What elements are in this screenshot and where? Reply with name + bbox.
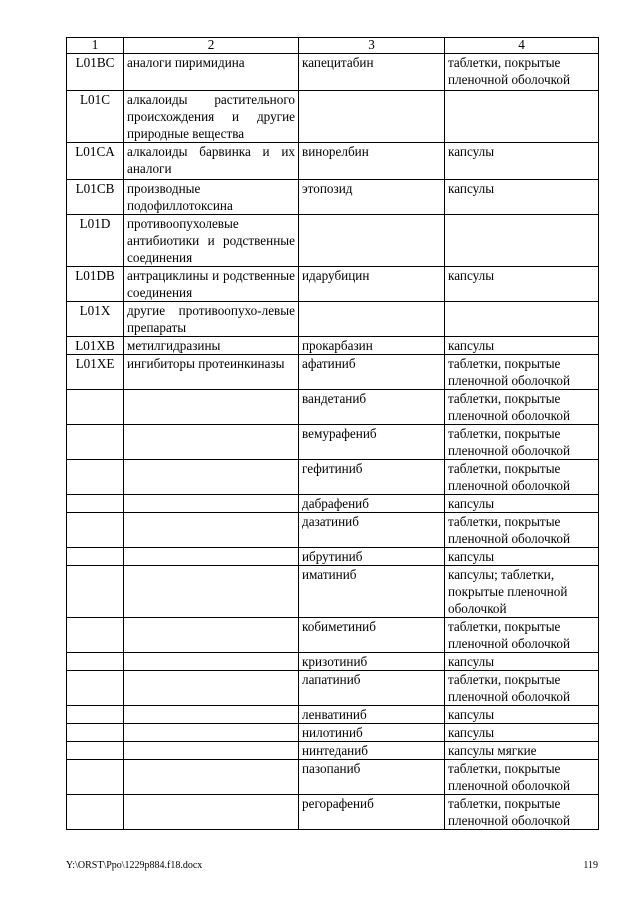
row-code: L01C: [67, 91, 124, 143]
row-code: L01CA: [67, 143, 124, 180]
row-form: капсулы: [445, 495, 599, 513]
row-form: капсулы: [445, 653, 599, 671]
row-drug: кризотиниб: [299, 653, 445, 671]
row-form: капсулы: [445, 548, 599, 566]
row-form: [445, 215, 599, 267]
row-form: [445, 91, 599, 143]
row-group: [124, 724, 299, 742]
row-drug: идарубицин: [299, 267, 445, 302]
row-drug: вандетаниб: [299, 390, 445, 425]
row-code: [67, 495, 124, 513]
row-drug: афатиниб: [299, 355, 445, 390]
row-drug: дазатиниб: [299, 513, 445, 548]
row-group: аналоги пиримидина: [124, 54, 299, 91]
footer-page-number: 119: [583, 860, 598, 871]
row-form: капсулы: [445, 706, 599, 724]
table-row: [67, 706, 599, 724]
row-group: [124, 425, 299, 460]
row-drug: пазопаниб: [299, 760, 445, 795]
header-col-1: 1: [67, 38, 124, 54]
row-form: таблетки, покрытые пленочной оболочкой: [445, 355, 599, 390]
row-drug: [299, 302, 445, 337]
row-code: [67, 460, 124, 495]
row-code: [67, 653, 124, 671]
row-form: [445, 302, 599, 337]
row-drug: [299, 215, 445, 267]
row-group: ингибиторы протеинкиназы: [124, 355, 299, 390]
row-form: капсулы: [445, 143, 599, 180]
row-group: производные подофиллотоксина: [124, 180, 299, 215]
table-row: [67, 54, 599, 91]
table-row: [67, 724, 599, 742]
row-group: [124, 760, 299, 795]
table-row: [67, 495, 599, 513]
table-row: [67, 513, 599, 548]
row-code: [67, 706, 124, 724]
row-drug: вемурафениб: [299, 425, 445, 460]
row-code: [67, 724, 124, 742]
row-code: L01CB: [67, 180, 124, 215]
row-code: [67, 548, 124, 566]
table-row: [67, 671, 599, 706]
row-group: [124, 513, 299, 548]
row-form: таблетки, покрытые пленочной оболочкой: [445, 760, 599, 795]
table-row: [67, 653, 599, 671]
row-code: L01X: [67, 302, 124, 337]
row-form: таблетки, покрытые пленочной оболочкой: [445, 54, 599, 91]
row-code: [67, 795, 124, 830]
row-group: [124, 548, 299, 566]
row-code: L01DB: [67, 267, 124, 302]
row-drug: винорелбин: [299, 143, 445, 180]
row-drug: дабрафениб: [299, 495, 445, 513]
row-form: капсулы мягкие: [445, 742, 599, 760]
row-drug: нинтеданиб: [299, 742, 445, 760]
row-drug: лапатиниб: [299, 671, 445, 706]
row-code: [67, 390, 124, 425]
row-code: [67, 760, 124, 795]
table-row: [67, 548, 599, 566]
row-form: таблетки, покрытые пленочной оболочкой: [445, 460, 599, 495]
row-code: [67, 425, 124, 460]
row-code: [67, 618, 124, 653]
row-group: [124, 618, 299, 653]
row-form: капсулы; таблетки, покрытые пленочной оболочкой: [445, 566, 599, 618]
row-group: [124, 495, 299, 513]
table-header-row: [67, 38, 599, 54]
table-row: [67, 760, 599, 795]
row-drug: гефитиниб: [299, 460, 445, 495]
row-form: таблетки, покрытые пленочной оболочкой: [445, 513, 599, 548]
header-col-2: 2: [124, 38, 299, 54]
row-form: капсулы: [445, 267, 599, 302]
row-group: [124, 653, 299, 671]
row-drug: нилотиниб: [299, 724, 445, 742]
table-row: [67, 91, 599, 143]
row-drug: ленватиниб: [299, 706, 445, 724]
row-code: [67, 671, 124, 706]
row-code: L01D: [67, 215, 124, 267]
row-drug: регорафениб: [299, 795, 445, 830]
table-row: [67, 566, 599, 618]
row-group: [124, 566, 299, 618]
row-group: антрациклины и родственные соединения: [124, 267, 299, 302]
table-row: [67, 337, 599, 355]
table-row: [67, 390, 599, 425]
table-row: [67, 425, 599, 460]
row-form: таблетки, покрытые пленочной оболочкой: [445, 618, 599, 653]
row-group: алкалоиды барвинка и их аналоги: [124, 143, 299, 180]
table-row: [67, 742, 599, 760]
row-group: [124, 706, 299, 724]
table-row: [67, 795, 599, 830]
table-row: [67, 618, 599, 653]
table-row: [67, 267, 599, 302]
row-form: капсулы: [445, 337, 599, 355]
row-drug: капецитабин: [299, 54, 445, 91]
footer-file-path: Y:\ORST\Ppo\1229p884.f18.docx: [66, 860, 203, 871]
row-form: таблетки, покрытые пленочной оболочкой: [445, 390, 599, 425]
table-row: [67, 355, 599, 390]
drug-table: [66, 37, 599, 830]
row-group: [124, 795, 299, 830]
row-code: L01XB: [67, 337, 124, 355]
header-col-4: 4: [445, 38, 599, 54]
row-group: метилгидразины: [124, 337, 299, 355]
row-form: таблетки, покрытые пленочной оболочкой: [445, 425, 599, 460]
row-form: таблетки, покрытые пленочной оболочкой: [445, 795, 599, 830]
row-drug: иматиниб: [299, 566, 445, 618]
row-group: [124, 742, 299, 760]
row-group: другие противоопухо-левые препараты: [124, 302, 299, 337]
row-drug: [299, 91, 445, 143]
row-code: L01BC: [67, 54, 124, 91]
header-col-3: 3: [299, 38, 445, 54]
row-form: капсулы: [445, 724, 599, 742]
row-drug: этопозид: [299, 180, 445, 215]
row-code: [67, 742, 124, 760]
row-drug: прокарбазин: [299, 337, 445, 355]
row-code: L01XE: [67, 355, 124, 390]
table-row: [67, 143, 599, 180]
table-row: [67, 460, 599, 495]
row-group: алкалоиды растительного происхождения и другие природные вещества: [124, 91, 299, 143]
row-drug: ибрутиниб: [299, 548, 445, 566]
row-form: таблетки, покрытые пленочной оболочкой: [445, 671, 599, 706]
row-form: капсулы: [445, 180, 599, 215]
table-row: [67, 215, 599, 267]
row-code: [67, 513, 124, 548]
row-group: [124, 390, 299, 425]
table-row: [67, 180, 599, 215]
row-code: [67, 566, 124, 618]
row-group: [124, 460, 299, 495]
table-row: [67, 302, 599, 337]
row-drug: кобиметиниб: [299, 618, 445, 653]
row-group: противоопухолевые антибиотики и родственные соединения: [124, 215, 299, 267]
row-group: [124, 671, 299, 706]
